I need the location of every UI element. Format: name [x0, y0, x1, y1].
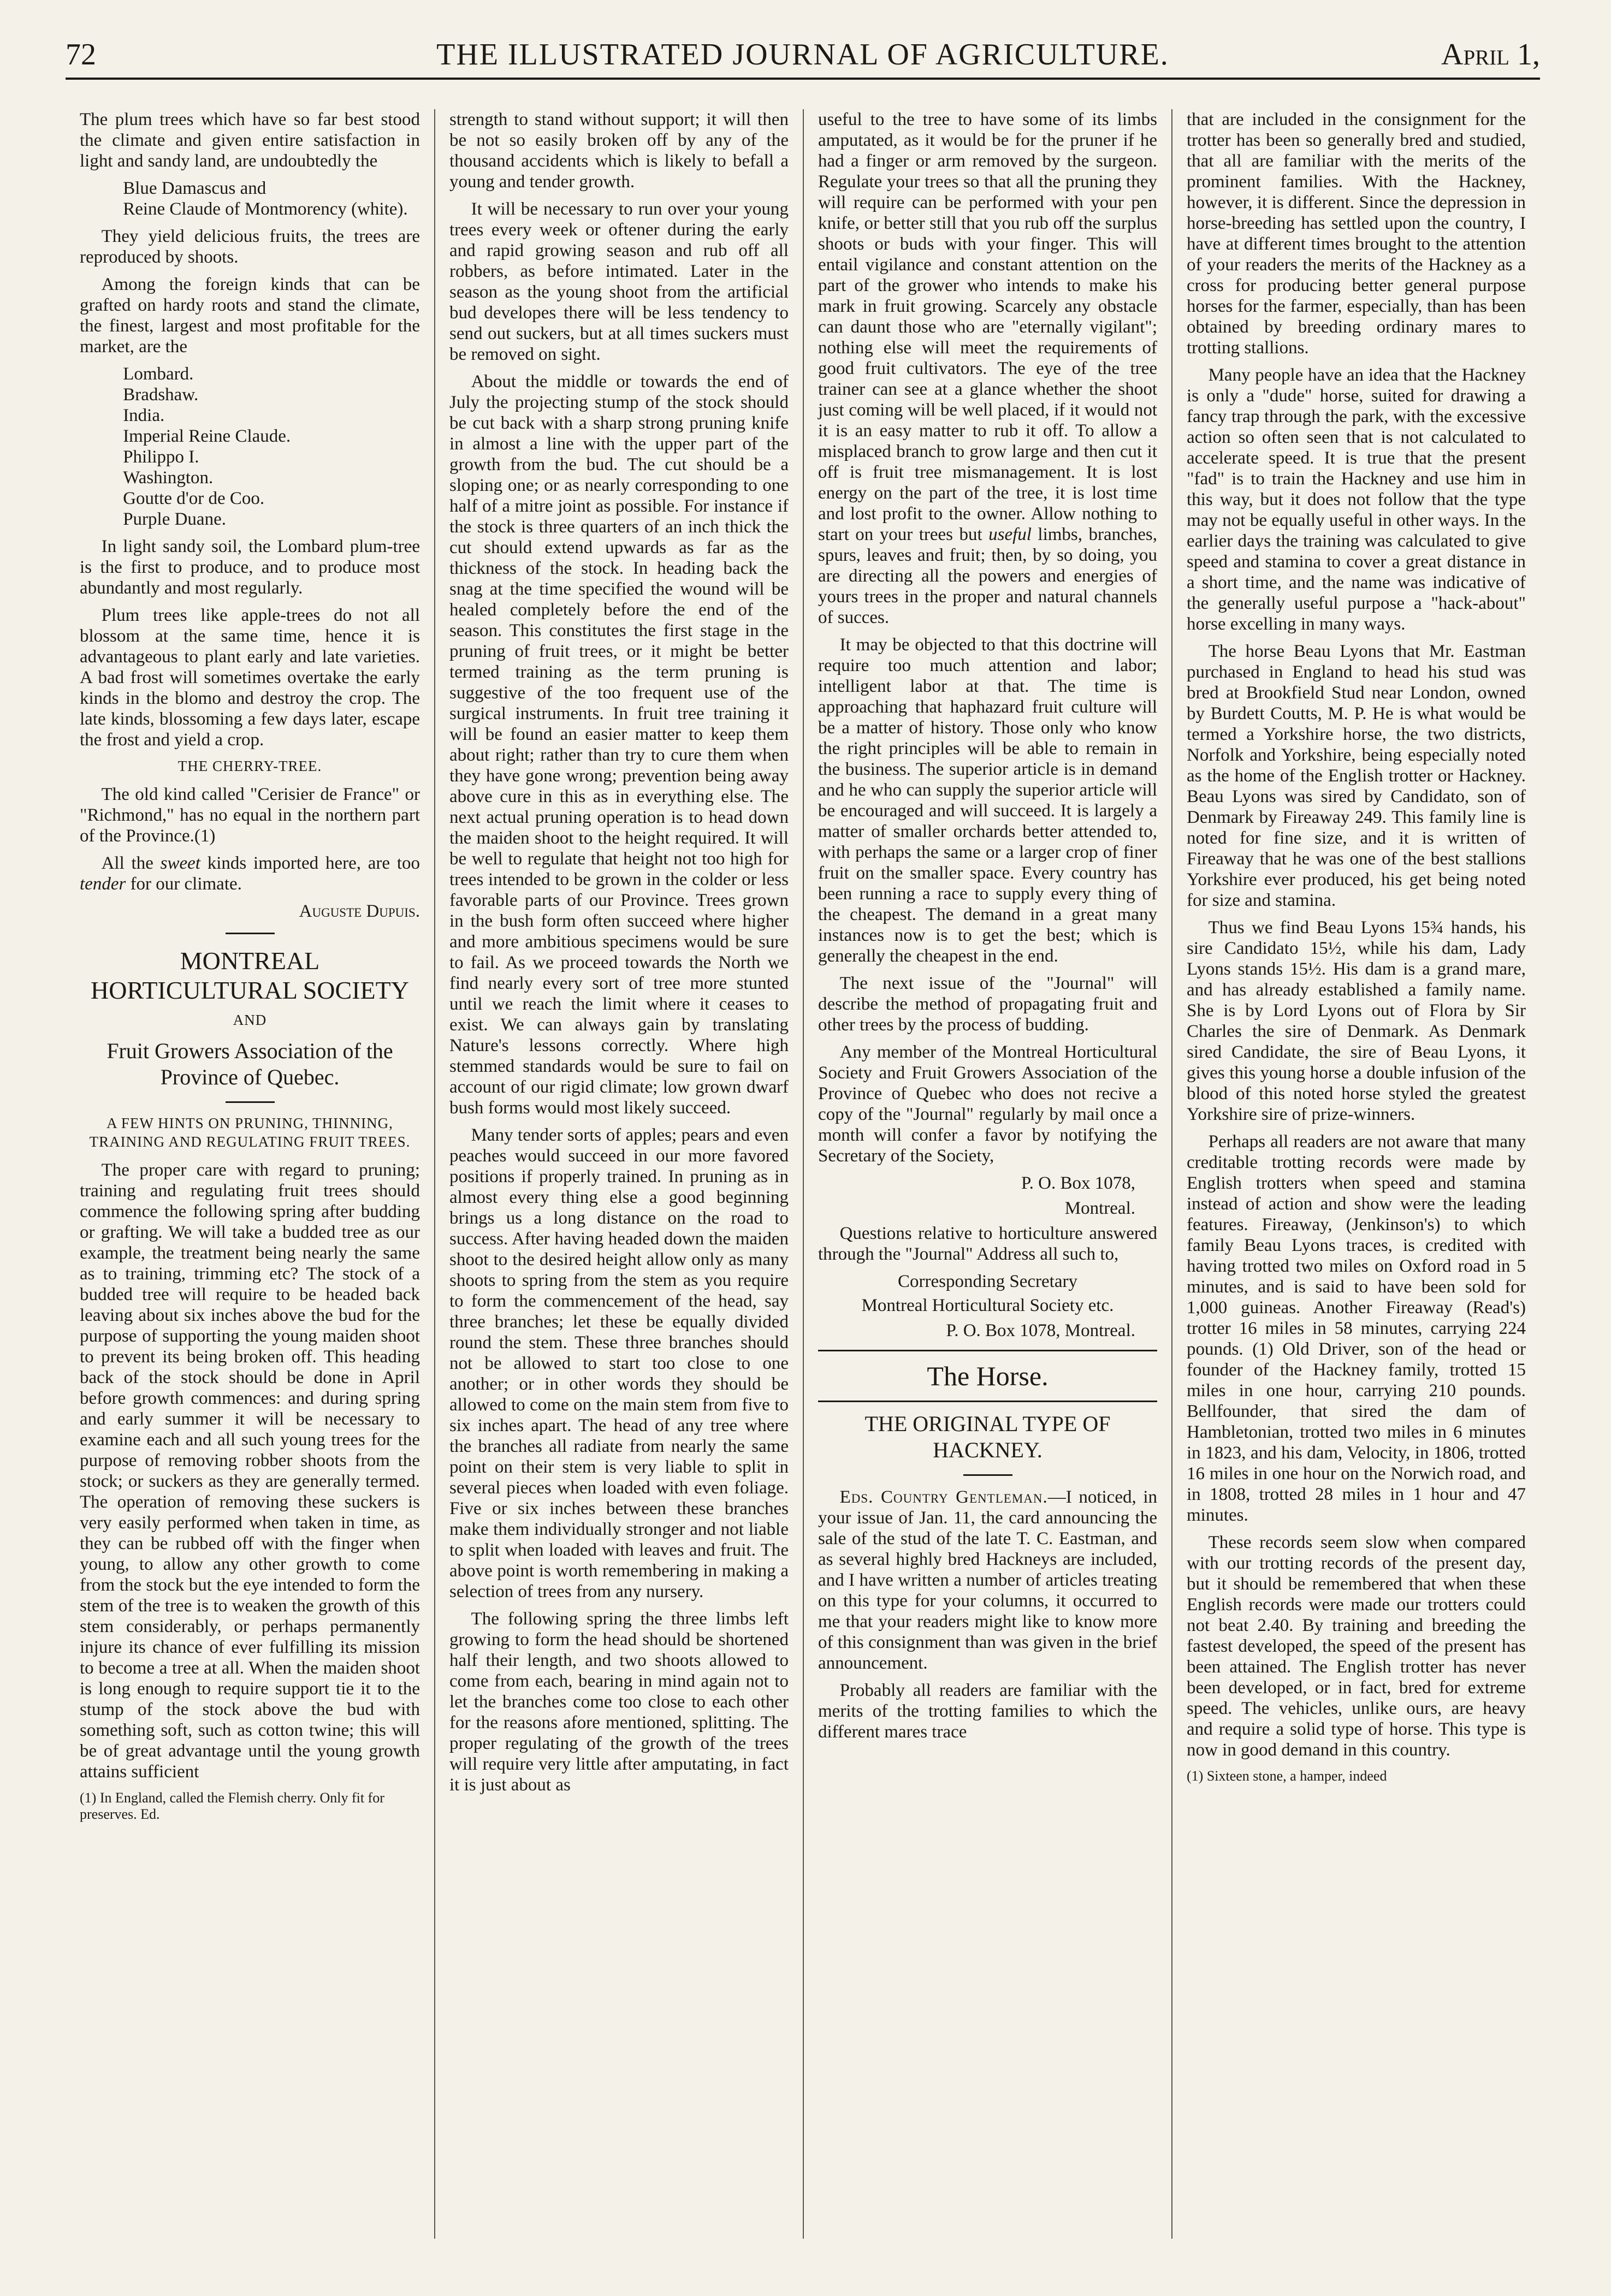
address-line: P. O. Box 1078, Montreal.: [946, 1321, 1135, 1340]
footnote: (1) Sixteen stone, a hamper, indeed: [1187, 1768, 1387, 1784]
text: for our climate.: [126, 874, 242, 894]
paragraph: The plum trees which have so far best stood the climate and given entire satisfaction in light and sandy land, are undoubtedly the: [80, 110, 420, 171]
paragraph: The next issue of the "Journal" will describe the method of propagating fruit and other trees by the process of budding.: [818, 974, 1157, 1035]
list-item: Washington.: [123, 468, 214, 488]
paragraph: Plum trees like apple-trees do not all blossom at the same time, hence it is advantageous to plant early and late varieties. A bad frost will sometimes overtake the early kinds in the blomo and destroy the crop. The late kinds, blossoming a few days later, escape the frost and yield a crop.: [80, 606, 420, 750]
paragraph: Any member of the Montreal Horticultural Society and Fruit Growers Association of the Province of Quebec who does not recive a copy of the "Journal" regularly by mail once a month will confer a favor by notifying the Secretary of the Society,: [818, 1042, 1157, 1166]
text: kinds imported here, are too: [200, 853, 420, 873]
text-italic: tender: [80, 874, 126, 894]
paragraph: It will be necessary to run over your young trees every week or oftener during the early and rapid growing season and rub off all robbers, as before intimated. Later in the season as the young shoot from the artificial bud developes there will be less tendency to send out suckers, but at all times suckers must be removed on sight.: [449, 199, 789, 364]
paragraph: The horse Beau Lyons that Mr. Eastman purchased in England to head his stud was bred at Brookfield Stud near London, owned by Burdett Coutts, M. P. He is what would be termed a Yorkshire horse, the two districts, Norfolk and Yorkshire, being especially noted as the home of the English trotter or Hackney. Beau Lyons was sired by Candidato, son of Denmark by Fireaway 249. This family line is noted for fine size, and it is written of Fireaway that he was one of the best stallions Yorkshire ever produced, his get being noted for size and stamina.: [1187, 642, 1526, 910]
plum-list-native: [80, 178, 420, 219]
paragraph: In light sandy soil, the Lombard plum-tree is the first to produce, and to produce most abundantly and most regularly.: [80, 537, 420, 598]
divider: [963, 1474, 1012, 1476]
paragraph: About the middle or towards the end of July the projecting stump of the stock should be cut back with a sharp strong pruning knife in almost a line with the upper part of the growth from the bud. The cut should be a sloping one; or as nearly corresponding to one half of a mitre joint as possible. For instance if the stock is three quarters of an inch thick the cut should extend upwards as far as the thickness of the stock. In heading back the snag at the time specified the wound will be healed completely before the end of the season. This constitutes the first stage in the pruning of fruit trees, or it might be better termed training as the term pruning is suggestive of the too frequent use of the surgical instruments. In fruit tree training it will be found an easier matter to keep them about right; rather than try to cure them when they have gone wrong; prevention being away above cure in this as in everything else. The next actual pruning operation is to head down the maiden shoot to the height required. It will be well to regulate that height not too high for trees intended to be grown in the colder or less favorable parts of our Province. Trees grown in the bush form often succeed where higher and more ambitious specimens would be sure to fail. As we proceed towards the North we find nearly every sort of tree more stunted until we reach the limit where it ceases to exist. We can always gain by translating Nature's lessons correctly. Where high stemmed standards would be sure to fail on account of our rigid climate; low grown dwarf bush forms would most likely succeed.: [449, 372, 789, 1118]
paragraph: [818, 109, 1157, 628]
city: Montreal.: [1064, 1199, 1135, 1218]
article-title: THE ORIGINAL TYPE OF HACKNEY.: [864, 1411, 1111, 1462]
paragraph: [818, 1487, 1157, 1674]
issue-date: April 1,: [1441, 38, 1540, 72]
journal-title: THE ILLUSTRATED JOURNAL OF AGRICULTURE.: [436, 38, 1169, 72]
list-item: India.: [123, 406, 165, 425]
paragraph: that are included in the consignment for the trotter has been so generally bred and studied, that all are familiar with the merits of the prominent families. With the Hackney, however, it is different. Since the depression in horse-breeding has settled upon the country, I have at different times brought to the attention of your readers the merits of the Hackney as a cross for producing better general purpose horses for the farmer, especially, than has been obtained by breeding ordinary mares to trotting stallions.: [1187, 110, 1526, 358]
addressee: Eds. Country Gentleman.: [839, 1487, 1048, 1507]
column-4: [1171, 109, 1540, 2239]
list-item: Lombard.: [123, 364, 194, 384]
cherry-tree-heading: THE CHERRY-TREE.: [177, 758, 322, 774]
po-box: P. O. Box 1078,: [1021, 1173, 1135, 1193]
paragraph: Many tender sorts of apples; pears and even peaches would succeed in our more favored positions if properly trained. In pruning as in almost every thing else a good beginning brings us a long distance on the road to success. After having headed down the maiden shoot to the desired height allow only as many shoots to spring from the stem as you require to form the commencement of the head, say three branches; let these be equally divided round the stem. These three branches should not be allowed to start too close to one another; or in other words they should be allowed to come on the main stem from five to six inches apart. The head of any tree where the branches all radiate from nearly the same point on their stem is very liable to split in several pieces when loaded with even foliage. Five or six inches between these branches make them individually stronger and not liable to split when loaded with leaves and fruit. The above point is worth remembering in making a selection of trees from any nursery.: [449, 1125, 789, 1601]
section-title: The Horse.: [818, 1350, 1157, 1402]
paragraph: Questions relative to horticulture answered through the "Journal" Address all such to,: [818, 1224, 1157, 1264]
plum-list-foreign: [80, 364, 420, 530]
list-item: Philippo I.: [123, 447, 199, 467]
paragraph: Thus we find Beau Lyons 15¾ hands, his sire Candidato 15½, while his dam, Lady Lyons stands 15½. His dam is a grand mare, and has already established a family name. She is by Lord Lyons out of Flora by Sir Charles the sire of Denmark. As Denmark sired Candidate, the sire of Beau Lyons, it gives this young horse a double infusion of the blood of this noted horse styled the greatest Yorkshire sire of prize-winners.: [1187, 918, 1526, 1124]
paragraph: Perhaps all readers are not aware that many creditable trotting records were made by English trotters when speed and stamina instead of action and show were the leading features. Fireaway, (Jenkinson's) to which family Beau Lyons traces, is credited with having trotted two miles on Oxford road in 5 minutes, and is said to have been sold for 1,000 guineas. Another Fireaway (Read's) trotter 16 miles in 58 minutes, carrying 224 pounds. (1) Old Driver, son of the head or founder of the Hackney family, trotted 15 miles in one hour, carrying 210 pounds. Bellfounder, that sired the dam of Hambletonian, trotted two miles in 6 minutes in 1823, and his dam, Velocity, in 1806, trotted 16 miles in one hour on the Norwich road, and in 1808, trotted 28 miles in 1 hour and 47 minutes.: [1187, 1132, 1526, 1525]
hints-heading: A FEW HINTS ON PRUNING, THINNING, TRAINING AND REGULATING FRUIT TREES.: [89, 1115, 411, 1150]
paragraph: Many people have an idea that the Hackney is only a "dude" horse, suited for drawing a fancy trap through the park, with the excessive action so often seen that is not calculated to accelerate speed. It is true that the present "fad" is to train the Hackney and use him in this way, but it does not follow that the type may not be equally useful in other ways. In the earlier days the training was calculated to give speed and stamina to cover a great distance in a short time, and the name was indicative of the generally useful purpose a "hack-about" horse excelling in many ways.: [1187, 365, 1526, 634]
society-title: MONTREAL HORTICULTURAL SOCIETY: [91, 947, 409, 1004]
paragraph: The following spring the three limbs left growing to form the head should be shortened half their length, and two shoots allowed to come from each, bearing in mind again not to let the branches come too close to each other for the reasons afore mentioned, splitting. The proper regulating of the growth of the trees will require very little after amputating, in fact it is just about as: [449, 1609, 789, 1795]
list-item: Bradshaw.: [123, 385, 199, 405]
address-line: Corresponding Secretary: [898, 1272, 1077, 1291]
divider: [226, 1101, 275, 1103]
text-italic: useful: [988, 525, 1032, 544]
text: —I noticed, in your issue of Jan. 11, the card announcing the sale of the stud of the late T. C. Eastman, and as several highly bred Hackneys are included, and I have written a number of articles treating on this type for your columns, it occurred to me that your readers might like to know more of this consignment than was given in the brief announcement.: [818, 1487, 1157, 1673]
list-item: Reine Claude of Montmorency (white).: [123, 199, 408, 219]
paragraph: strength to stand without support; it will then be not so easily broken off by any of the thousand accidents which is likely to befall a young and tender growth.: [449, 110, 789, 192]
page-number: 72: [66, 38, 96, 72]
author-signature: Auguste Dupuis.: [299, 901, 420, 921]
list-item: Blue Damascus and: [123, 179, 266, 198]
divider: [226, 933, 275, 934]
text: useful to the tree to have some of its limbs amputated, as it would be for the pruner if he had a finger or arm removed by the surgeon. Regulate your trees so that all the pruning they will require can be performed with your pen knife, or better still that you rub off the surplus shoots or buds with your finger. This will entail vigilance and constant attention on the part of the grower who intends to make his mark in fruit growing. Scarcely any obstacle can daunt those who are "eternally vigilant"; nothing else will meet the requirements of good fruit cultivators. The eye of the tree trainer can see at a glance whether the shoot just coming will be well placed, if it would not it is an easy matter to rub it off. To allow a misplaced branch to grow large and then cut it off is fruit tree mismanagement. It is lost energy on the part of the tree, it is lost time and lost profit to the owner. Allow nothing to start on your trees but: [818, 110, 1157, 544]
paragraph: The proper care with regard to pruning; training and regulating fruit trees should commence the following spring after budding or grafting. We will take a budded tree as our example, the treatment being nearly the same as to training, trimming etc? The stock of a budded tree will require to be headed back leaving about six inches above the bud for the purpose of supporting the young maiden shoot to prevent its being broken off. This heading back of the stock should be done in April before growth commences: and during spring and early summer it will be necessary to examine each and all such young trees for the purpose of removing robber shoots from the stock; or suckers as they are generally termed. The operation of removing these suckers is very easily performed when taken in time, as they can be rubbed off with the finger when young, to allow any other growth to come from the stock but the eye intended to form the stem of the tree is to weaken the growth of this stem considerably, or perhaps permanently injure its chance of ever fulfilling its mission to become a tree at all. When the maiden shoot is long enough to require support tie it to the stump of the stock above the bud with something soft, such as cotton twine; this will be of great advantage until the young growth attains sufficient: [80, 1160, 420, 1782]
paragraph: These records seem slow when compared with our trotting records of the present day, but it should be remembered that when these English records were made our trotters could not beat 2.40. By training and breeding the fastest developed, the speed of the present has been attained. The English trotter has never been developed, or in fact, bred for extreme speed. The vehicles, unlike ours, are heavy and require a solid type of horse. This type is now in good demand in this country.: [1187, 1533, 1526, 1760]
list-item: Imperial Reine Claude.: [123, 426, 291, 446]
paragraph: It may be objected to that this doctrine will require too much attention and labor; intelligent labor at that. The time is approaching that haphazard fruit culture will be a matter of history. Those only who know the right principles will be able to remain in the business. The superior article is in demand and he who can supply the superior article will be encouraged and will succeed. It is largely a matter of smaller orchards better attended to, with perhaps the same or a larger crop of finer fruit on the smaller space. Every country has been running a race to supply every thing of the cheapest. The demand in a great many instances now is to get the best; which is generally the cheapest in the end.: [818, 635, 1157, 966]
column-3: [803, 109, 1171, 2239]
column-1: [66, 109, 434, 2239]
and-label: AND: [233, 1012, 267, 1028]
paragraph: Probably all readers are familiar with the merits of the trotting families to which the different mares trace: [818, 1681, 1157, 1742]
text-italic: sweet: [160, 853, 200, 873]
paragraph: [80, 853, 420, 894]
page-header: [66, 38, 1540, 80]
address-line: Montreal Horticultural Society etc.: [861, 1296, 1114, 1315]
list-item: Goutte d'or de Coo.: [123, 489, 265, 508]
paragraph: They yield delicious fruits, the trees are reproduced by shoots.: [80, 227, 420, 267]
column-2: [434, 109, 803, 2239]
text: All the: [101, 853, 161, 873]
paragraph: The old kind called "Cerisier de France" or "Richmond," has no equal in the northern part of the Province.(1): [80, 785, 420, 846]
text-columns: [66, 109, 1540, 2239]
list-item: Purple Duane.: [123, 509, 226, 529]
footnote: (1) In England, called the Flemish cherry. Only fit for preserves. Ed.: [80, 1790, 384, 1822]
paragraph: Among the foreign kinds that can be grafted on hardy roots and stand the climate, the finest, largest and most profitable for the market, are the: [80, 275, 420, 357]
text: limbs, branches, spurs, leaves and fruit; then, by so doing, you are directing all the powers and energies of yours trees in the proper and natural channels of succes.: [818, 525, 1157, 627]
association-title: Fruit Growers Association of the Province of Quebec.: [106, 1039, 393, 1089]
